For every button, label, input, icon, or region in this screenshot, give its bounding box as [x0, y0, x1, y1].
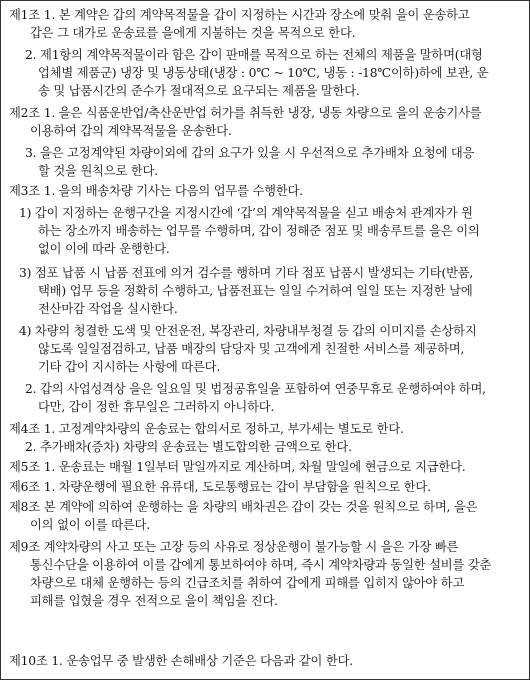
article-3-clause-2-line-2: 다만, 갑이 정한 휴무일은 그러하지 아니하다. [38, 400, 275, 414]
article-5-clause-1: 제5조 1. 운송료는 매월 1일부터 말일까지로 계산하며, 차월 말일에 현금으로 지급한다. [9, 460, 466, 474]
article-2-clause-3-line-2: 할 것을 원칙으로 한다. [38, 164, 158, 178]
article-4-clause-1: 제4조 1. 고정계약차량의 운송료는 합의서로 정하고, 부가세는 별도로 한다. [9, 422, 404, 436]
article-3-clause-2-line-1: 2. 갑의 사업성격상 을은 일요일 및 법정공휴일을 포함하여 연중무휴로 운행하여야 하며, [25, 382, 486, 396]
article-3-item-1-line-3: 없이 이에 따라 운행한다. [38, 242, 170, 256]
article-1-clause-2-line-2: 업체별 제품군) 냉장 및 냉동상태(냉장 : 0℃ ~ 10℃, 냉동 : -18℃이하)하에 보관, 운 [38, 66, 489, 80]
article-6-clause-1: 제6조 1. 차량운행에 필요한 유류대, 도로통행료는 갑이 부담함을 원칙으로 한다. [9, 480, 431, 494]
article-8-line-2: 이의 없이 이를 따른다. [30, 518, 150, 532]
article-10-clause-1: 제10조 1. 운송업무 중 발생한 손해배상 기준은 다음과 같이 한다. [9, 654, 353, 668]
article-2-clause-1-line-2: 이용하여 갑의 계약목적물을 운송한다. [30, 124, 232, 138]
article-3-item-1-line-2: 하는 장소까지 배송하는 업무를 수행하며, 갑이 정해준 점포 및 배송루트를 을은 이의 [38, 224, 480, 238]
article-3-item-4-line-1: 4) 차량의 청결한 도색 및 안전운전, 복장관리, 차량내부청결 등 갑의 이미지를 손상하지 [19, 324, 477, 338]
article-3-item-4-line-3: 기타 갑이 지시하는 사항에 따른다. [38, 360, 221, 374]
article-9-line-3: 차량으로 대체 운행하는 등의 긴급조치를 취하여 갑에게 피해를 입히지 않아야 하고 [30, 576, 465, 590]
article-1-clause-1-line-2: 갑은 그 대가로 운송료를 을에게 지불하는 것을 목적으로 한다. [30, 26, 356, 40]
article-8-line-1: 제8조 본 계약에 의하여 운행하는 을 차량의 배차권은 갑이 갖는 것을 원칙으로 하며, 을은 [9, 500, 478, 514]
article-9-line-1: 제9조 계약차량의 사고 또는 고장 등의 사유로 정상운행이 불가능할 시 을은 가장 빠른 [9, 540, 459, 554]
article-3-item-3-line-1: 3) 점포 납품 시 납품 전표에 의거 검수를 행하며 기타 점포 납품시 발생되는 기타(반품, [19, 266, 474, 280]
article-2-clause-1-line-1: 제2조 1. 을은 식품운반업/축산운반업 허가를 취득한 냉장, 냉동 차량으로 을의 운송기사를 [9, 106, 482, 120]
article-2-clause-3-line-1: 3. 을은 고정계약된 차량이외에 갑의 요구가 있을 시 우선적으로 추가배차 요청에 대응 [25, 146, 475, 160]
article-1-clause-2-line-3: 송 및 납품시간의 준수가 절대적으로 요구되는 제품을 말한다. [38, 84, 360, 98]
article-3-item-4-line-2: 않도록 일일점검하고, 납품 매장의 담당자 및 고객에게 친절한 서비스를 제공하며, [38, 342, 465, 356]
article-3-item-3-line-2: 택배) 업무 등을 정확히 수행하고, 납품전표는 일일 수거하여 일일 또는 지정한 날에 [38, 284, 473, 298]
article-4-clause-2: 2. 추가배차(증차) 차량의 운송료는 별도합의한 금액으로 한다. [25, 440, 352, 454]
article-9-line-2: 통신수단을 이용하여 이를 갑에게 통보하여야 하며, 즉시 계약차량과 동일한 설비를 갖춘 [30, 558, 492, 572]
article-3-clause-1: 제3조 1. 을의 배송차량 기사는 다음의 업무를 수행한다. [9, 184, 303, 198]
article-1-clause-2-line-1: 2. 제1항의 계약목적물이라 함은 갑이 판매를 목적으로 하는 전체의 제품을 말하며(대형 [25, 48, 483, 62]
article-1-clause-1-line-1: 제1조 1. 본 계약은 갑의 계약목적물을 갑이 지정하는 시간과 장소에 맞춰 을이 운송하고 [9, 8, 470, 22]
article-3-item-3-line-3: 전산마감 작업을 실시한다. [38, 302, 178, 316]
article-3-item-1-line-1: 1) 갑이 지정하는 운행구간을 지정시간에 ‘갑’의 계약목적물을 싣고 배송처 관계자가 원 [19, 206, 473, 220]
article-9-line-4: 피해를 입혔을 경우 전적으로 을이 책임을 진다. [30, 594, 278, 608]
